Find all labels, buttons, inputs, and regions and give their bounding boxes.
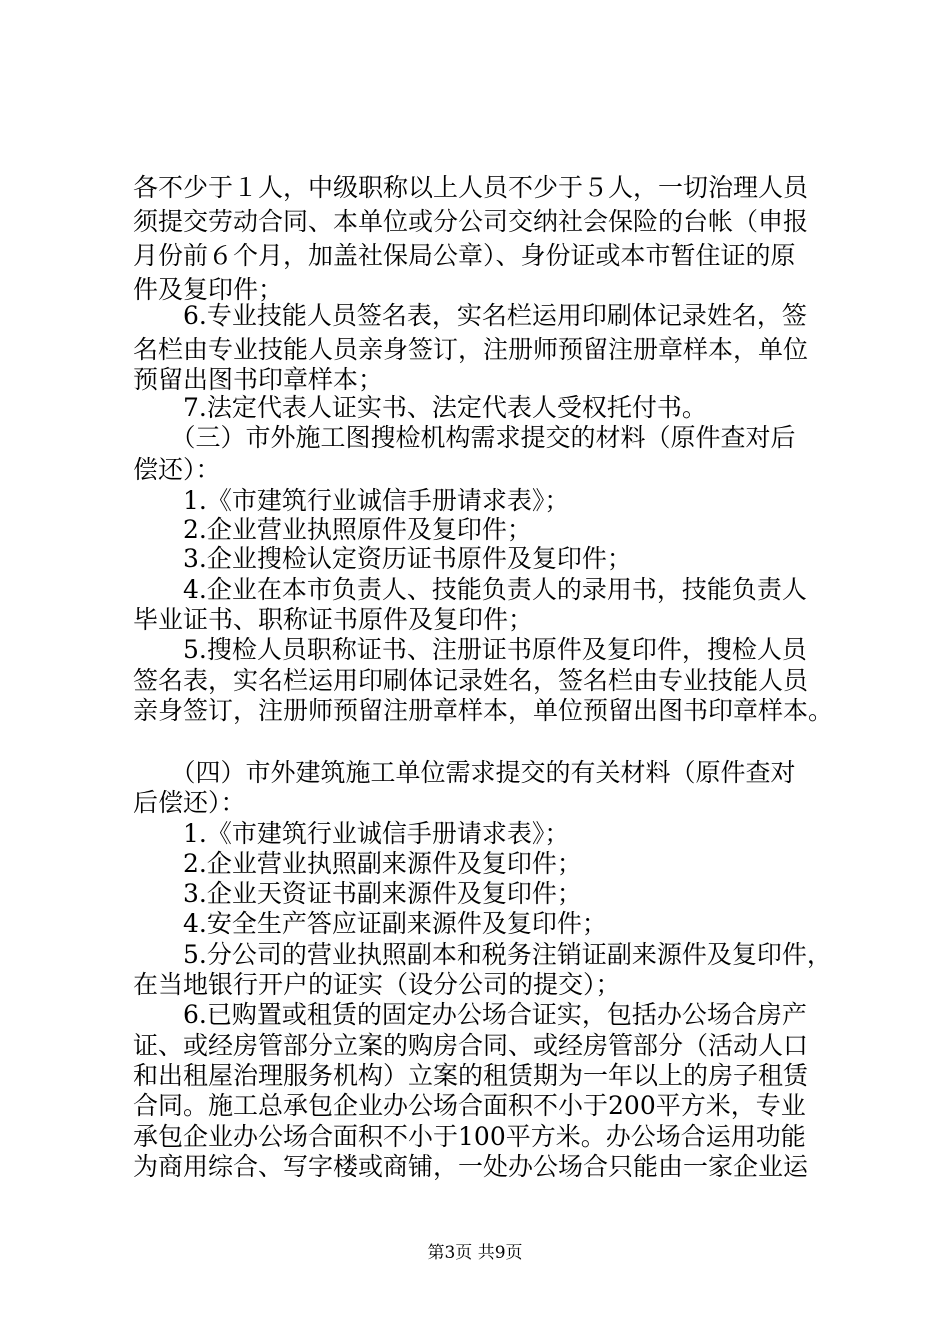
text-line: 偿还）： [133, 455, 221, 484]
text-line: 3.企业天资证书副来源件及复印件； [133, 879, 582, 908]
text-line: 5.分公司的营业执照副本和税务注销证副来源件及复印件， [133, 940, 832, 969]
text-line: 须提交劳动合同、本单位或分公司交纳社会保险的台帐（申报 [133, 207, 809, 236]
text-line: 7.法定代表人证实书、法定代表人受权托付书。 [133, 393, 707, 422]
text-line: 承包企业办公场合面积不小于100平方米。办公场合运用功能 [133, 1122, 806, 1151]
text-line: 2.企业营业执照副来源件及复印件； [133, 849, 582, 878]
text-line: 件及复印件； [133, 275, 284, 304]
text-line: 为商用综合、写字楼或商铺，一处办公场合只能由一家企业运 [133, 1152, 809, 1181]
text-line: 4.安全生产答应证副来源件及复印件； [133, 909, 607, 938]
text-line: 和出租屋治理服务机构）立案的租赁期为一年以上的房子租赁 [133, 1061, 809, 1090]
text-line: 预留出图书印章样本； [133, 365, 384, 394]
text-line: 亲身签订，注册师预留注册章样本，单位预留出图书印章样本。 [133, 696, 834, 725]
text-line: 后偿还）： [133, 788, 246, 817]
text-line: 在当地银行开户的证实（设分公司的提交）； [133, 970, 621, 999]
text-line: 6.已购置或租赁的固定办公场合证实，包括办公场合房产 [133, 1000, 807, 1029]
text-line: 各不少于１人，中级职称以上人员不少于５人，一切治理人员 [133, 173, 809, 202]
text-line: 1.《市建筑行业诚信手册请求表》； [133, 486, 570, 515]
text-line: （三）市外施工图搜检机构需求提交的材料（原件查对后 [133, 423, 796, 452]
text-line: 证、或经房管部分立案的购房合同、或经房管部分（活动人口 [133, 1031, 809, 1060]
text-line: （四）市外建筑施工单位需求提交的有关材料（原件查对 [133, 758, 796, 787]
text-line: 3.企业搜检认定资历证书原件及复印件； [133, 544, 632, 573]
text-line: 名栏由专业技能人员亲身签订，注册师预留注册章样本，单位 [133, 335, 809, 364]
text-line: 4.企业在本市负责人、技能负责人的录用书，技能负责人 [133, 575, 807, 604]
text-line: 2.企业营业执照原件及复印件； [133, 515, 532, 544]
text-line: 5.搜检人员职称证书、注册证书原件及复印件，搜检人员 [133, 635, 807, 664]
text-line: 签名表，实名栏运用印刷体记录姓名，签名栏由专业技能人员 [133, 666, 809, 695]
text-line: 毕业证书、职称证书原件及复印件； [133, 605, 534, 634]
text-line: 合同。施工总承包企业办公场合面积不小于200平方米，专业 [133, 1091, 806, 1120]
text-line: 月份前６个月，加盖社保局公章）、身份证或本市暂住证的原 [133, 241, 796, 270]
page-number-footer: 第3页 共9页 [427, 1243, 523, 1263]
text-line: 1.《市建筑行业诚信手册请求表》； [133, 819, 570, 848]
text-line: 6.专业技能人员签名表，实名栏运用印刷体记录姓名，签 [133, 301, 807, 330]
